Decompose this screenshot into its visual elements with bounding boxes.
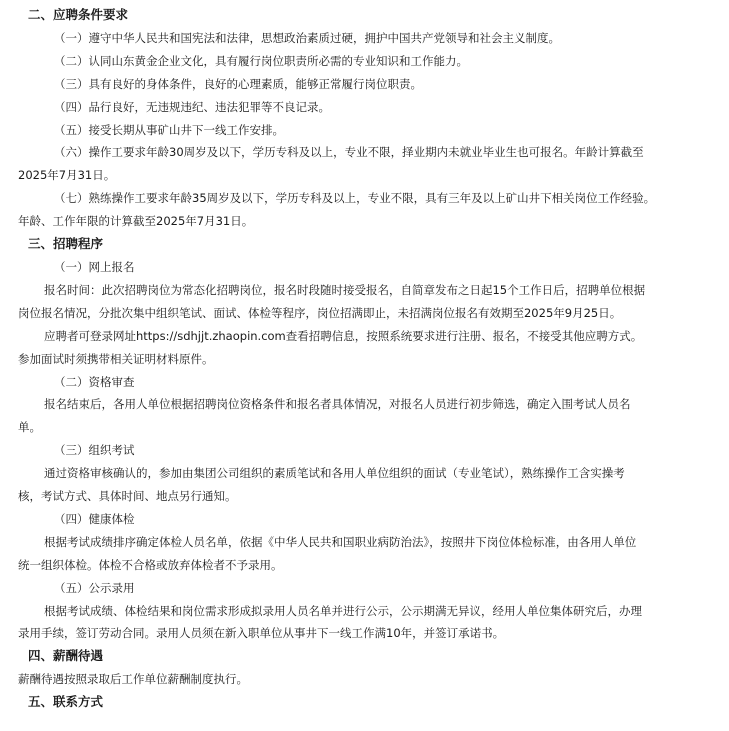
requirement-item-7-cont: 年龄、工作年限的计算截至2025年7月31日。 <box>18 214 254 229</box>
step2-paragraph1-cont: 单。 <box>18 420 41 435</box>
requirement-item-1: （一）遵守中华人民共和国宪法和法律，思想政治素质过硬，拥护中国共产党领导和社会主义制度。 <box>54 30 560 45</box>
section-heading-contact: 五、联系方式 <box>28 694 104 710</box>
requirement-item-6: （六）操作工要求年龄30周岁及以下，学历专科及以上，专业不限，择业期内未就业毕业生也可报名。年龄计算截至 <box>54 145 644 160</box>
requirement-item-5: （五）接受长期从事矿山井下一线工作安排。 <box>54 122 284 137</box>
step5-paragraph1-cont: 录用手续，签订劳动合同。录用人员须在新入职单位从事井下一线工作满10年，并签订承诺书。 <box>18 626 505 641</box>
requirement-item-6-cont: 2025年7月31日。 <box>18 168 116 183</box>
requirement-item-7: （七）熟练操作工要求年龄35周岁及以下，学历专科及以上，专业不限，具有三年及以上矿山井下相关岗位工作经验。 <box>54 191 656 206</box>
section-heading-requirements: 二、应聘条件要求 <box>28 7 129 22</box>
requirement-item-2: （二）认同山东黄金企业文化，具有履行岗位职责所必需的专业知识和工作能力。 <box>54 53 468 68</box>
step-title-qualification-review: （二）资格审查 <box>54 374 135 389</box>
step-title-examination: （三）组织考试 <box>54 443 135 458</box>
step5-paragraph1: 根据考试成绩、体检结果和岗位需求形成拟录用人员名单并进行公示，公示期满无异议，经用人单位集体研究后，办理 <box>44 603 642 618</box>
step1-paragraph2-cont: 参加面试时须携带相关证明材料原件。 <box>18 351 214 366</box>
step1-paragraph1: 报名时间：此次招聘岗位为常态化招聘岗位，报名时段随时接受报名，自简章发布之日起15个工作日后，招聘单位根据 <box>44 282 646 297</box>
step2-paragraph1: 报名结束后，各用人单位根据招聘岗位资格条件和报名者具体情况，对报名人员进行初步筛选，确定入围考试人员名 <box>44 397 631 412</box>
step4-paragraph1: 根据考试成绩排序确定体检人员名单，依据《中华人民共和国职业病防治法》，按照井下岗位体检标准，由各用人单位 <box>44 534 637 549</box>
step3-paragraph1-cont: 核，考试方式、具体时间、地点另行通知。 <box>18 489 237 504</box>
step4-paragraph1-cont: 统一组织体检。体检不合格或放弃体检者不予录用。 <box>18 557 283 572</box>
requirement-item-4: （四）品行良好，无违规违纪、违法犯罪等不良记录。 <box>54 99 330 114</box>
step1-paragraph1-cont: 岗位报名情况，分批次集中组织笔试、面试、体检等程序，岗位招满即止，未招满岗位报名有效期至2025年9月25日。 <box>18 305 622 320</box>
requirement-item-3: （三）具有良好的身体条件，良好的心理素质，能够正常履行岗位职责。 <box>54 76 422 91</box>
step-title-medical-exam: （四）健康体检 <box>54 511 135 526</box>
step-title-online-registration: （一）网上报名 <box>54 259 135 274</box>
section-heading-compensation: 四、薪酬待遇 <box>28 648 104 664</box>
compensation-paragraph: 薪酬待遇按照录取后工作单位薪酬制度执行。 <box>18 672 248 687</box>
step1-paragraph2: 应聘者可登录网址https://sdhjjt.zhaopin.com查看招聘信息，按照系统要求进行注册、报名，不接受其他应聘方式。 <box>44 328 643 343</box>
step-title-publicity-hiring: （五）公示录用 <box>54 580 135 595</box>
step3-paragraph1: 通过资格审核确认的，参加由集团公司组织的素质笔试和各用人单位组织的面试（专业笔试），熟练操作工含实操考 <box>44 466 625 481</box>
section-heading-procedure: 三、招聘程序 <box>28 236 104 252</box>
